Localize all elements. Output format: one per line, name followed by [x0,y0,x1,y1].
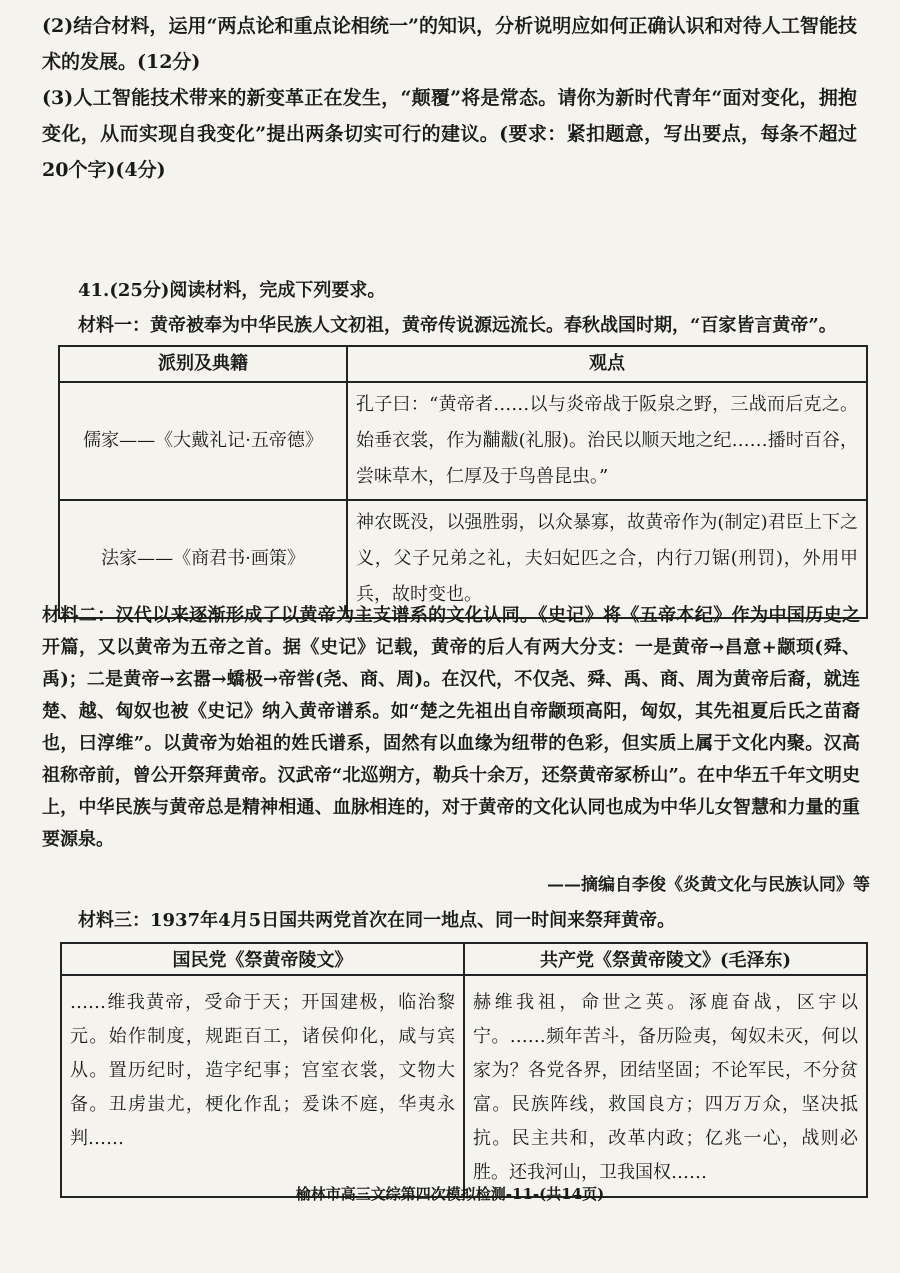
question-3: (3)人工智能技术带来的新变革正在发生，“颠覆”将是常态。请你为新时代青年“面对变化，拥抱变化，从而实现自我变化”提出两条切实可行的建议。(要求：紧扣题意，写出要点，每条不超过20个字)(4分) [42,87,857,181]
table-header-row [61,943,867,975]
school-cell: 儒家——《大戴礼记·五帝德》 [59,382,347,500]
header-cpc: 共产党《祭黄帝陵文》(毛泽东) [464,943,867,975]
schools-table [58,345,868,619]
header-view: 观点 [347,346,867,382]
header-school: 派别及典籍 [59,346,347,382]
view-cell: 神农既没，以强胜弱，以众暴寡，故黄帝作为(制定)君臣上下之义，父子兄弟之礼，夫妇妃匹之合，内行刀锯(刑罚)，外用甲兵，故时变也。 [347,500,867,618]
school-cell: 法家——《商君书·画策》 [59,500,347,618]
table-row [61,975,867,1197]
view-cell: 孔子曰：“黄帝者……以与炎帝战于阪泉之野，三战而后克之。始垂衣裳，作为黼黻(礼服)。治民以顺天地之纪……播时百谷，尝味草木，仁厚及于鸟兽昆虫。” [347,382,867,500]
material-1: 材料一：黄帝被奉为中华民族人文初祖，黄帝传说源远流长。春秋战国时期，“百家皆言黄帝”。 [78,315,837,336]
header-kmt: 国民党《祭黄帝陵文》 [61,943,464,975]
page-footer: 榆林市高三文综第四次模拟检测-11-(共14页) [295,1185,605,1203]
table-row [59,382,867,500]
question-41-title: 41.(25分)阅读材料，完成下列要求。 [78,280,386,301]
cpc-text: 赫维我祖，命世之英。涿鹿奋战，区宇以宁。……频年苦斗，备历险夷，匈奴未灭，何以家为？各党各界，团结坚固；不论军民，不分贫富。民族阵线，救国良方；四万万众，坚决抵抗。民主共和，改革内政；亿兆一心，战则必胜。还我河山，卫我国权…… [464,975,867,1197]
material-2: 材料二：汉代以来逐渐形成了以黄帝为主支谱系的文化认同。《史记》将《五帝本纪》作为中国历史之开篇，又以黄帝为五帝之首。据《史记》记载，黄帝的后人有两大分支：一是黄帝→昌意+颛顼(舜、禹)；二是黄帝→玄嚣→蟜极→帝喾(尧、商、周)。在汉代，不仅尧、舜、禹、商、周为黄帝后裔，就连楚、越、匈奴也被《史记》纳入黄帝谱系。如“楚之先祖出自帝颛顼高阳，匈奴，其先祖夏后氏之苗裔也，曰淳维”。以黄帝为始祖的姓氏谱系，固然有以血缘为纽带的色彩，但实质上属于文化内聚。汉高祖称帝前，曾公开祭拜黄帝。汉武帝“北巡朔方，勒兵十余万，还祭黄帝冢桥山”。在中华五千年文明史上，中华民族与黄帝总是精神相通、血脉相连的，对于黄帝的文化认同也成为中华儿女智慧和力量的重要源泉。 [42,605,860,850]
question-2: (2)结合材料，运用“两点论和重点论相统一”的知识，分析说明应如何正确认识和对待人工智能技术的发展。(12分) [42,15,857,73]
eulogy-table [60,942,868,1198]
table-header-row [59,346,867,382]
kmt-text: ……维我黄帝，受命于天；开国建极，临治黎元。始作制度，规距百工，诸侯仰化，咸与宾从。置历纪时，造字纪事；宫室衣裳，文物大备。丑虏蚩尤，梗化作乱；爰诛不庭，华夷永判…… [61,975,464,1197]
material-2-source: ——摘编自李俊《炎黄文化与民族认同》等 [547,875,870,895]
material-3: 材料三：1937年4月5日国共两党首次在同一地点、同一时间来祭拜黄帝。 [78,910,676,931]
